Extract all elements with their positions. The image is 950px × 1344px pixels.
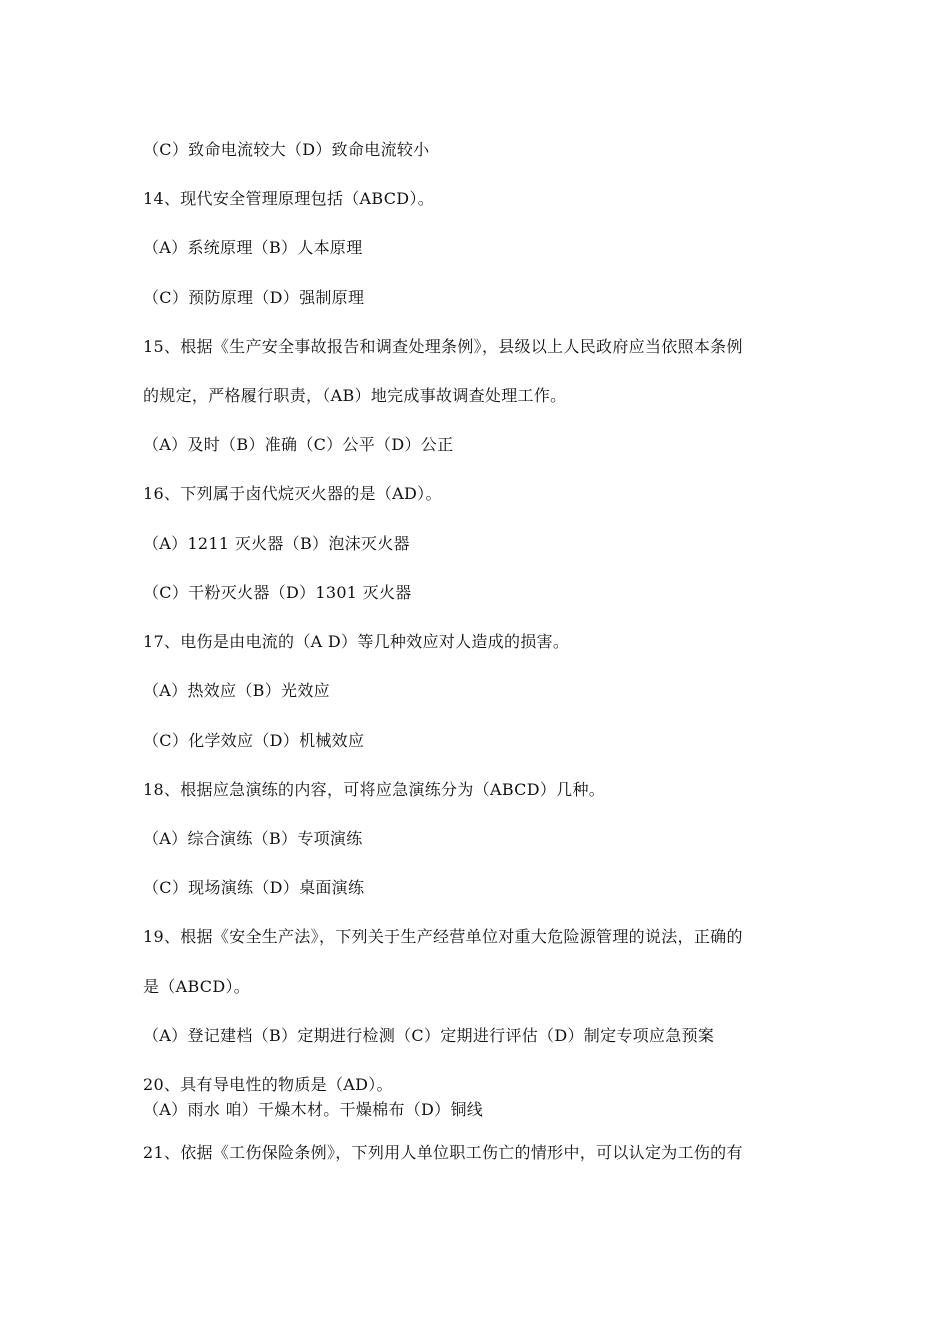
option-line-20: （A）雨水 咱）干燥木材。干燥棉布（D）铜线 — [143, 1100, 484, 1119]
question-18: 18、根据应急演练的内容，可将应急演练分为（ABCD）几种。 — [143, 780, 606, 799]
option-line-16-cd: （C）干粉灭火器（D）1301 灭火器 — [143, 583, 412, 602]
question-16: 16、下列属于卤代烷灭火器的是（AD）。 — [143, 484, 442, 503]
question-15-line-1: 15、根据《生产安全事故报告和调查处理条例》，县级以上人民政府应当依照本条例 — [143, 337, 743, 356]
option-line-18-ab: （A）综合演练（B）专项演练 — [143, 829, 363, 848]
option-line-14-cd: （C）预防原理（D）强制原理 — [143, 288, 365, 307]
option-line-14-ab: （A）系统原理（B）人本原理 — [143, 238, 363, 257]
question-21-line-1: 21、依据《工伤保险条例》，下列用人单位职工伤亡的情形中，可以认定为工伤的有 — [143, 1143, 743, 1162]
question-17: 17、电伤是由电流的（A D）等几种效应对人造成的损害。 — [143, 632, 570, 651]
question-19-line-2: 是（ABCD）。 — [143, 977, 251, 996]
question-20: 20、具有导电性的物质是（AD）。 — [143, 1075, 393, 1094]
question-19-line-1: 19、根据《安全生产法》，下列关于生产经营单位对重大危险源管理的说法，正确的 — [143, 927, 743, 946]
option-line-17-ab: （A）热效应（B）光效应 — [143, 681, 330, 700]
option-line-18-cd: （C）现场演练（D）桌面演练 — [143, 878, 365, 897]
question-15-line-2: 的规定，严格履行职责，（AB）地完成事故调查处理工作。 — [143, 386, 567, 405]
option-line-17-cd: （C）化学效应（D）机械效应 — [143, 731, 365, 750]
option-line-15: （A）及时（B）准确（C）公平（D）公正 — [143, 435, 454, 454]
option-line-16-ab: （A）1211 灭火器（B）泡沫灭火器 — [143, 534, 410, 553]
option-line-13-cd: （C）致命电流较大（D）致命电流较小 — [143, 140, 430, 159]
question-14: 14、现代安全管理原理包括（ABCD）。 — [143, 189, 435, 208]
option-line-19: （A）登记建档（B）定期进行检测（C）定期进行评估（D）制定专项应急预案 — [143, 1026, 715, 1045]
